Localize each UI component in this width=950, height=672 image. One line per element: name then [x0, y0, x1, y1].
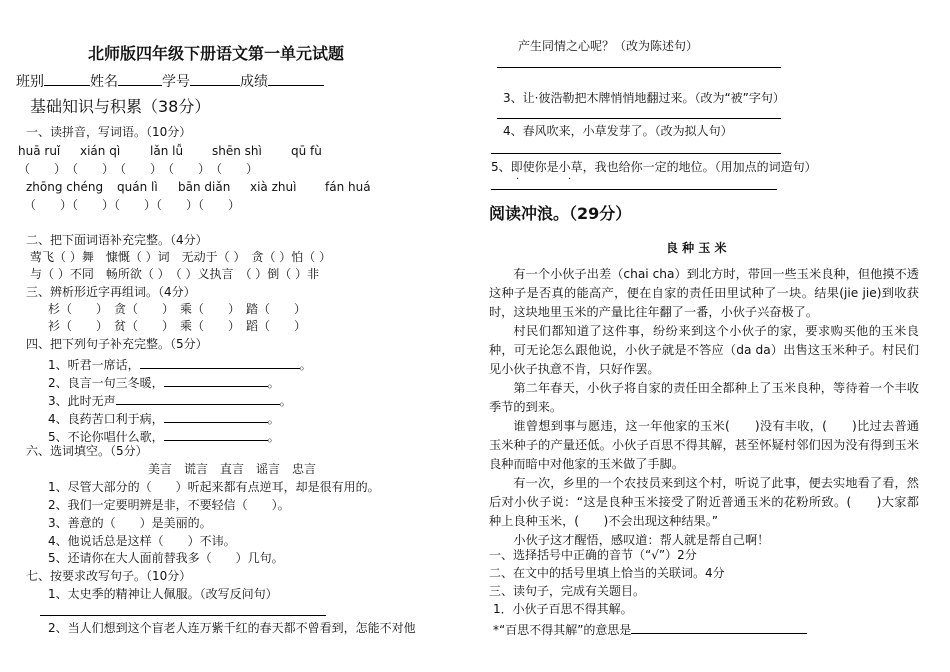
answer-blank[interactable] — [116, 392, 280, 405]
q7-item-2-cont: 产生同情之心呢？（改为陈述句） — [518, 39, 699, 53]
q1-title: 一、读拼音，写词语。（10分） — [26, 125, 192, 139]
id-blank[interactable] — [190, 73, 240, 86]
story-title: 良 种 玉 米 — [666, 241, 727, 255]
pinyin-7: quán lì — [117, 180, 158, 194]
q4-item-2: 2、良言一句三冬暖， 。 — [48, 376, 280, 390]
q7-title: 七、按要求改写句子。（10分） — [26, 569, 192, 583]
pinyin-6: zhōng chéng — [26, 180, 104, 194]
id-label: 学号 — [162, 74, 190, 90]
q2-line2: 与（ ）不同 畅所欲（ ） （ ）义执言 （ ）倒（ ）非 — [30, 267, 320, 281]
pinyin-2: xián qì — [80, 144, 121, 158]
pinyin-8: bān diǎn — [178, 180, 231, 194]
answer-line[interactable] — [497, 118, 781, 119]
q6-item-5: 5、还请你在大人面前替我多（ ）几句。 — [48, 551, 284, 565]
class-label: 班别 — [16, 74, 44, 90]
reading-q3-meaning: *“百思不得其解”的意思是 — [493, 621, 807, 636]
q4-item-5: 5、不论你唱什么歌， 。 — [48, 430, 280, 444]
pinyin-9: xià zhuì — [250, 180, 297, 194]
answer-blank[interactable] — [164, 410, 268, 423]
answer-blank[interactable] — [631, 621, 807, 634]
story-paragraph-6: 小伙子这才醒悟，感叹道：帮人就是帮自己啊！ — [513, 533, 770, 547]
q3-line1: 杉（ ） 贪（ ） 乘（ ） 踏（ ） — [48, 302, 307, 316]
pinyin-10: fán huá — [325, 180, 371, 194]
pinyin-4: shēn shì — [212, 144, 262, 158]
story-text — [489, 265, 919, 550]
part2-heading: 阅读冲浪。（29分） — [489, 204, 632, 223]
story-paragraph-3: 第二年春天，小伙子将自家的责任田全都种上了玉米良种，等待着一个丰收季节的到来。 — [489, 381, 919, 414]
score-label: 成绩 — [240, 74, 268, 90]
reading-q3: 三、读句子，完成有关题目。 — [489, 584, 646, 598]
student-info-row — [16, 73, 324, 89]
q4-item-3: 3、此时无声 。 — [48, 394, 292, 408]
q7-item-2: 2、当人们想到这个盲老人连万紫千红的春天都不曾看到，怎能不对他 — [48, 621, 416, 635]
answer-blank[interactable] — [164, 428, 268, 441]
q7-item-5: 5、即使你是小草，我也给你一定的地位。（用加点的词造句） — [491, 160, 817, 174]
q4-item-1: 1、听君一席话， 。 — [48, 358, 312, 372]
score-blank[interactable] — [268, 73, 324, 86]
name-label: 姓名 — [90, 74, 118, 90]
answer-line[interactable] — [491, 189, 777, 190]
q6-item-1: 1、尽管大部分的（ ）听起来都有点逆耳，却是很有用的。 — [48, 480, 380, 494]
q4-title: 四、把下列句子补充完整。（5分） — [26, 337, 208, 351]
story-paragraph-1: 有一个小伙子出差（chai cha）到北方时，带回一些玉米良种，但他摸不透这种子是否真的能高产，便在自家的责任田里试种了一块。结果(jie jie)到收获时，这块地里玉米的产量比往年翻了一番，小伙子兴奋极了。 — [489, 267, 919, 319]
pinyin-5: qū fù — [291, 144, 322, 158]
q2-title: 二、把下面词语补充完整。（4分） — [26, 233, 208, 247]
q4-item-4: 4、良药苦口利于病， 。 — [48, 412, 280, 426]
emphasis-dot: · — [568, 174, 572, 185]
bracket-row-2[interactable]: （ ）（ ）（ ）（ ）（ ） — [24, 198, 241, 212]
bracket-row-1[interactable]: （ ） （ ） （ ） （ ） （ ） — [18, 162, 259, 176]
part1-heading: 基础知识与积累（38分） — [30, 97, 211, 116]
q6-options: 美言 谎言 直言 谣言 忠言 — [148, 462, 317, 476]
q6-item-4: 4、他说话总是这样（ ）不讳。 — [48, 534, 236, 548]
q6-title: 六、选词填空。（5分） — [26, 444, 148, 458]
answer-line[interactable] — [497, 67, 781, 68]
page-title: 北师版四年级下册语文第一单元试题 — [88, 44, 345, 63]
story-paragraph-4: 谁曾想到事与愿违，这一年他家的玉米( )没有丰收，( )比过去普通玉米种子的产量还低。小伙子百思不得其解，甚至怀疑村邻们因为没有得到玉米良种而暗中对他家的玉米做了手脚。 — [489, 419, 919, 471]
name-blank[interactable] — [118, 73, 162, 86]
class-blank[interactable] — [44, 73, 90, 86]
q2-line1: 莺飞（ ）舞 慷慨（ ）词 无动于（ ） 贪（ ）怕（ ） — [30, 250, 332, 264]
pinyin-1: huā ruǐ — [18, 144, 61, 158]
q3-title: 三、辨析形近字再组词。（4分） — [26, 285, 196, 299]
story-paragraph-2: 村民们都知道了这件事，纷纷来到这个小伙子的家，要求购买他的玉米良种，可无论怎么跟他说，小伙子就是不答应（da da）出售这玉米种子。村民们见小伙子执意不肯，只好作罢。 — [489, 324, 919, 376]
story-paragraph-5: 有一次，乡里的一个农技员来到这个村，听说了此事，便去实地看了看，然后对小伙子说：“这是良种玉米接受了附近普通玉米的花粉所致。( )大家都种上良种玉米，( )不会出现这种结果。” — [489, 476, 919, 528]
emphasis-dot: · — [516, 174, 520, 185]
q3-line2: 衫（ ） 贫（ ） 乘（ ） 蹈（ ） — [48, 319, 307, 333]
answer-line[interactable] — [40, 615, 326, 616]
q7-item-3: 3、让·彼浩勒把木牌悄悄地翻过来。（改为“被”字句） — [503, 91, 785, 105]
answer-blank[interactable] — [140, 356, 300, 369]
q6-item-2: 2、我们一定要明辨是非，不要轻信（ ）。 — [48, 498, 290, 512]
q6-item-3: 3、善意的（ ）是美丽的。 — [48, 516, 212, 530]
reading-q2: 二、在文中的括号里填上恰当的关联词。4分 — [489, 566, 725, 580]
answer-blank[interactable] — [164, 374, 268, 387]
q7-item-1: 1、太史季的精神让人佩服。（改写反问句） — [48, 587, 278, 601]
q7-item-4: 4、春风吹来，小草发芽了。（改为拟人句） — [503, 124, 733, 138]
pinyin-3: lǎn lǚ — [150, 144, 184, 158]
reading-q1: 一、选择括号中正确的音节（“√”）2分 — [489, 548, 697, 562]
reading-q3-sub1: 1．小伙子百思不得其解。 — [493, 602, 633, 616]
answer-line[interactable] — [491, 153, 781, 154]
